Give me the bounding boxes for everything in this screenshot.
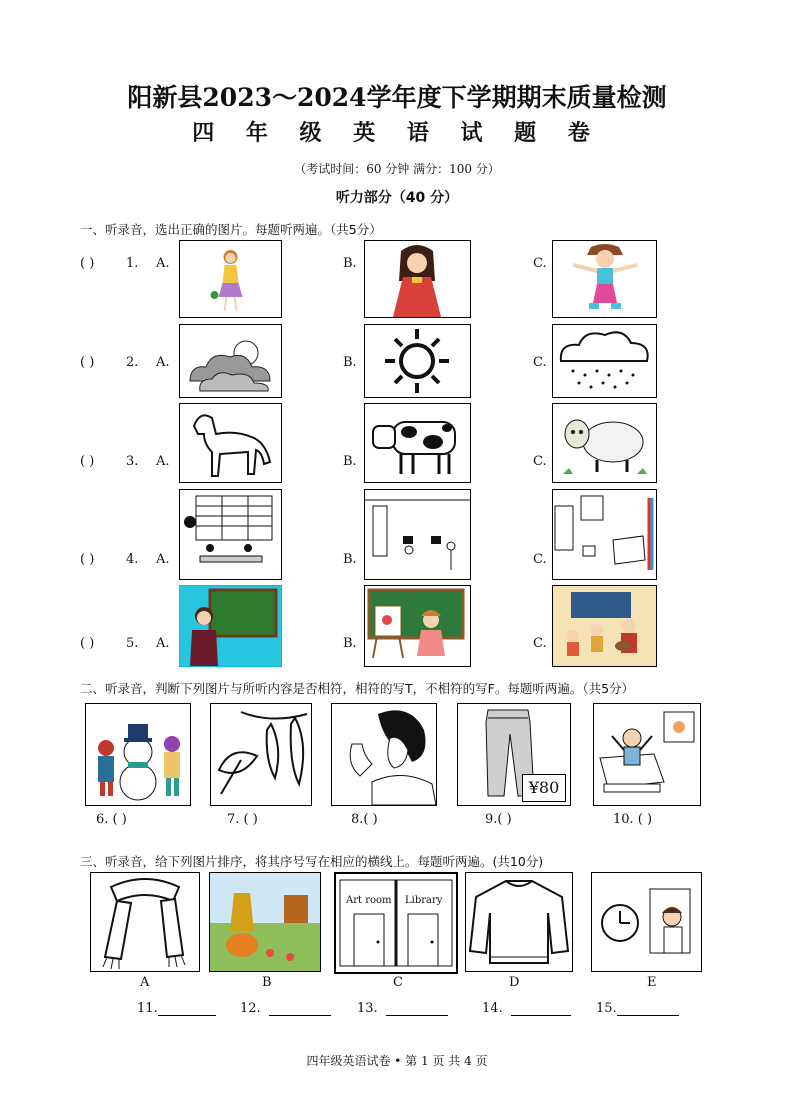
- question-number-1: 1.: [126, 256, 139, 271]
- snowman-image: [85, 703, 191, 806]
- option-label-5b: B.: [343, 636, 357, 651]
- blank-line-11[interactable]: [158, 1001, 216, 1016]
- option-label-3c: C.: [533, 454, 547, 469]
- option-label-3b: B.: [343, 454, 357, 469]
- answer-paren-1: ( ): [80, 256, 95, 271]
- door-label-library: Library: [405, 895, 443, 906]
- price-tag: ¥80: [522, 774, 566, 802]
- library-image: [179, 489, 282, 580]
- answer-paren-2: ( ): [80, 355, 95, 370]
- judge-item-10: 10. ( ): [613, 812, 653, 827]
- computer-room-image: [364, 489, 471, 580]
- option-label-1c: C.: [533, 256, 547, 271]
- girl-dress-image: [364, 240, 471, 318]
- picture-letter-b: B: [262, 975, 272, 990]
- option-label-1b: B.: [343, 256, 357, 271]
- living-room-image: [552, 489, 657, 580]
- judge-item-9: 9.( ): [485, 812, 512, 827]
- section2-instruction: 二、听录音，判断下列图片与所听内容是否相符，相符的写T，不相符的写F。每题听两遍。（共5分）: [80, 681, 635, 696]
- teacher-blackboard-image: [179, 585, 282, 667]
- blank-number-12: 12.: [240, 1001, 261, 1016]
- picture-letter-d: D: [509, 975, 520, 990]
- judge-item-8: 8.( ): [351, 812, 378, 827]
- option-label-2b: B.: [343, 355, 357, 370]
- sunny-image: [364, 324, 471, 398]
- sheep-image: [552, 403, 657, 483]
- horse-image: [179, 403, 282, 483]
- picture-letter-e: E: [647, 975, 657, 990]
- exam-subtitle: 四 年 级 英 语 试 题 卷: [192, 121, 602, 146]
- picture-letter-c: C: [393, 975, 403, 990]
- section3-instruction: 三、听录音，给下列图片排序，将其序号写在相应的横线上。每题听两遍。(共10分): [80, 854, 544, 869]
- blank-number-11: 11.: [137, 1001, 158, 1016]
- girl-skirt-image: [179, 240, 282, 318]
- pea-pods-image: [210, 703, 312, 806]
- judge-item-6: 6. ( ): [96, 812, 127, 827]
- option-label-4c: C.: [533, 552, 547, 567]
- question-number-3: 3.: [126, 454, 139, 469]
- order-blank-13: [357, 1001, 448, 1016]
- blank-line-13[interactable]: [386, 1001, 448, 1016]
- option-label-1a: A.: [156, 256, 170, 271]
- blank-line-14[interactable]: [511, 1001, 571, 1016]
- option-label-5c: C.: [533, 636, 547, 651]
- sweater-image: [465, 872, 573, 972]
- blank-number-13: 13.: [357, 1001, 378, 1016]
- answer-paren-5: ( ): [80, 636, 95, 651]
- autumn-harvest-image: [209, 872, 321, 972]
- blank-number-15: 15.: [596, 1001, 617, 1016]
- question-number-2: 2.: [126, 355, 139, 370]
- option-label-4a: A.: [156, 552, 170, 567]
- cow-image: [364, 403, 471, 483]
- order-blank-11: [137, 1001, 216, 1016]
- option-label-3a: A.: [156, 454, 170, 469]
- order-blank-12: [240, 1001, 331, 1016]
- blank-number-14: 14.: [482, 1001, 503, 1016]
- picture-letter-a: A: [140, 975, 150, 990]
- art-room-library-image: [334, 872, 458, 974]
- blank-line-15[interactable]: [617, 1001, 679, 1016]
- judge-item-7: 7. ( ): [227, 812, 258, 827]
- blank-line-12[interactable]: [269, 1001, 331, 1016]
- option-label-4b: B.: [343, 552, 357, 567]
- question-number-4: 4.: [126, 552, 139, 567]
- listening-part-heading: 听力部分（40 分）: [335, 190, 459, 206]
- girl-pants-image: [552, 240, 657, 318]
- scarf-image: [90, 872, 200, 972]
- order-blank-14: [482, 1001, 571, 1016]
- exam-title: 阳新县2023～2024学年度下学期期末质量检测: [127, 83, 667, 112]
- brushing-teeth-image: [591, 872, 702, 972]
- painting-girl-image: [364, 585, 471, 667]
- question-number-5: 5.: [126, 636, 139, 651]
- music-class-image: [552, 585, 657, 667]
- cold-person-image: [331, 703, 437, 806]
- waking-up-image: [593, 703, 701, 806]
- option-label-5a: A.: [156, 636, 170, 651]
- answer-paren-4: ( ): [80, 552, 95, 567]
- option-label-2a: A.: [156, 355, 170, 370]
- answer-paren-3: ( ): [80, 454, 95, 469]
- door-label-art-room: Art room: [346, 895, 392, 906]
- section1-instruction: 一、听录音，选出正确的图片。每题听两遍。（共5分）: [80, 222, 382, 237]
- cloudy-image: [179, 324, 282, 398]
- exam-info: （考试时间：60 分钟 满分：100 分）: [294, 162, 500, 176]
- option-label-2c: C.: [533, 355, 547, 370]
- rainy-image: [552, 324, 657, 398]
- page-footer: 四年级英语试卷 • 第 1 页 共 4 页: [306, 1054, 488, 1068]
- order-blank-15: [596, 1001, 679, 1016]
